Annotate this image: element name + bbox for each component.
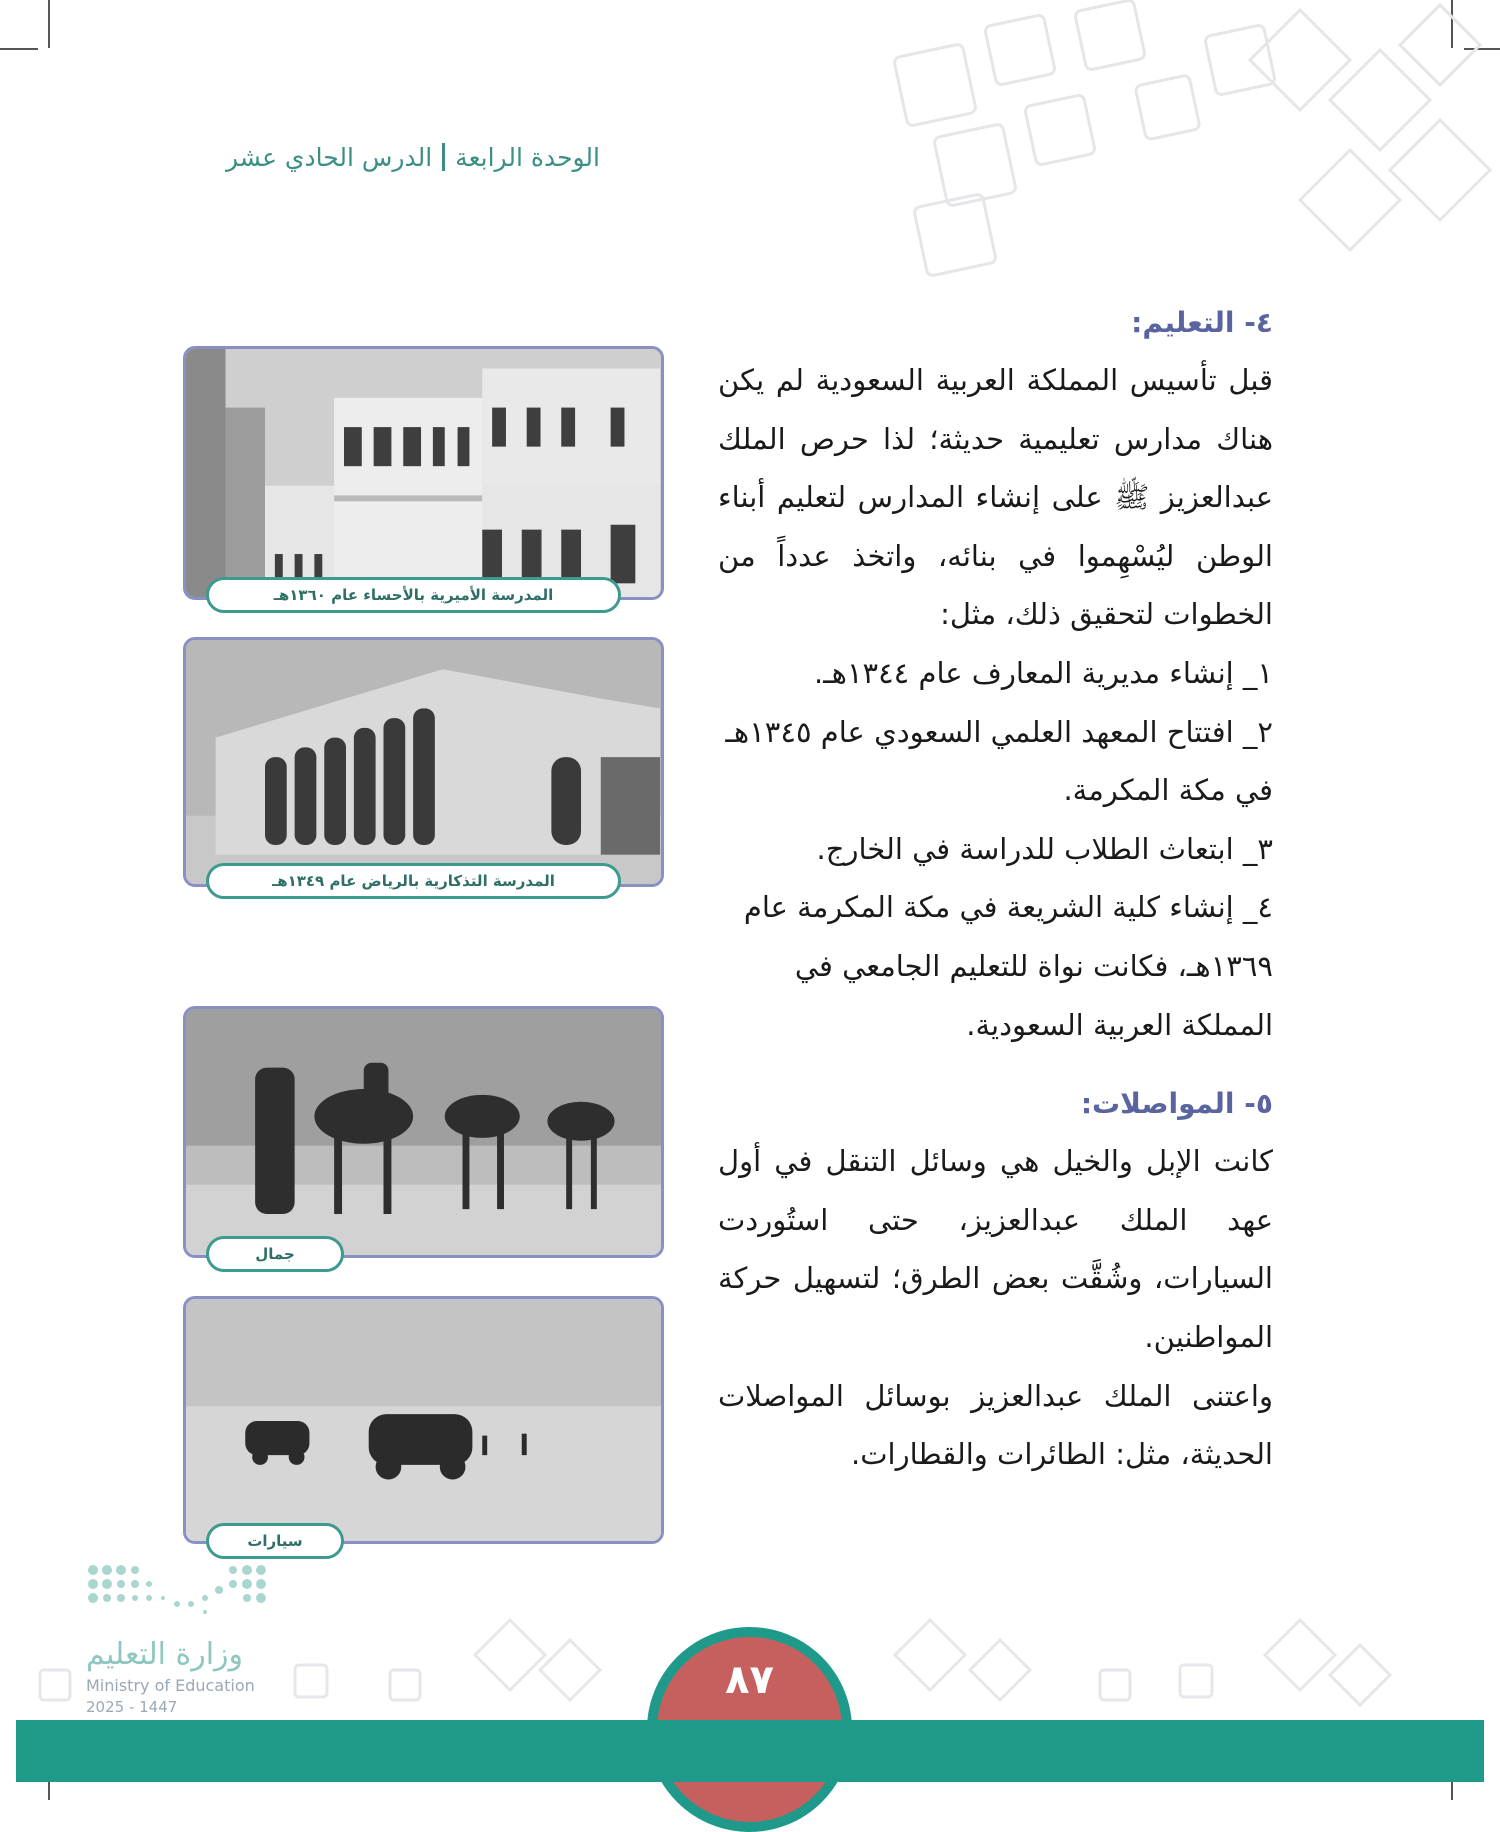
footer-band bbox=[16, 1720, 1484, 1782]
page-header bbox=[180, 143, 600, 183]
photo-memorial-school bbox=[183, 637, 664, 887]
list-item: ٣_ ابتعاث الطلاب للدراسة في الخارج. bbox=[816, 831, 1273, 866]
section5-paragraph: واعتنى الملك عبدالعزيز بوسائل المواصلات الحديثة، مثل: الطائرات والقطارات. bbox=[718, 1378, 1273, 1472]
ministry-year: 2025 - 1447 bbox=[86, 1698, 178, 1716]
photo-cars bbox=[183, 1296, 664, 1544]
unit-label: الوحدة الرابعة bbox=[455, 143, 600, 172]
ministry-name-english: Ministry of Education bbox=[86, 1676, 255, 1695]
photo-caption: سيارات bbox=[206, 1523, 344, 1559]
section4-intro: قبل تأسيس المملكة العربية السعودية لم يكن هناك مدارس تعليمية حديثة؛ لذا حرص الملك عبدالعزيز ﷺ على إنشاء المدارس لتعليم أبناء الوطن ليُسْهِموا في بنائه، واتخذ عدداً من الخطوات لتحقيق ذلك، مثل: bbox=[718, 363, 1273, 632]
section5-title: ٥- المواصلات: bbox=[1080, 1087, 1273, 1121]
page-number: ٨٧ bbox=[725, 1657, 774, 1703]
header-separator bbox=[442, 143, 445, 171]
list-item: ٤_ إنشاء كلية الشريعة في مكة المكرمة عام ١٣٦٩هـ، فكانت نواة للتعليم الجامعي في المملكة العربية السعودية. bbox=[743, 890, 1273, 1042]
ministry-name-arabic: وزارة التعليم bbox=[86, 1637, 244, 1672]
list-item: ٢_ افتتاح المعهد العلمي السعودي عام ١٣٤٥هـ في مكة المكرمة. bbox=[725, 714, 1273, 808]
section4-title: ٤- التعليم: bbox=[1131, 306, 1273, 339]
decorative-pattern bbox=[880, 0, 1500, 300]
photo-caption: المدرسة الأميرية بالأحساء عام ١٣٦٠هـ bbox=[206, 577, 621, 613]
photo-amiri-school bbox=[183, 346, 664, 600]
text-column bbox=[718, 295, 1273, 1565]
section5-paragraph: كانت الإبل والخيل هي وسائل التنقل في أول عهد الملك عبدالعزيز، حتى استُوردت السيارات، وشُقَّت بعض الطرق؛ لتسهيل حركة المواطنين. bbox=[718, 1144, 1273, 1354]
lesson-label: الدرس الحادي عشر bbox=[225, 143, 433, 172]
photo-caption: المدرسة التذكارية بالرياض عام ١٣٤٩هـ bbox=[206, 863, 621, 899]
photo-caption: جمال bbox=[206, 1236, 344, 1272]
list-item: ١_ إنشاء مديرية المعارف عام ١٣٤٤هـ. bbox=[813, 655, 1273, 690]
crop-mark bbox=[48, 0, 50, 48]
photo-camels bbox=[183, 1006, 664, 1258]
crop-mark bbox=[0, 48, 38, 50]
